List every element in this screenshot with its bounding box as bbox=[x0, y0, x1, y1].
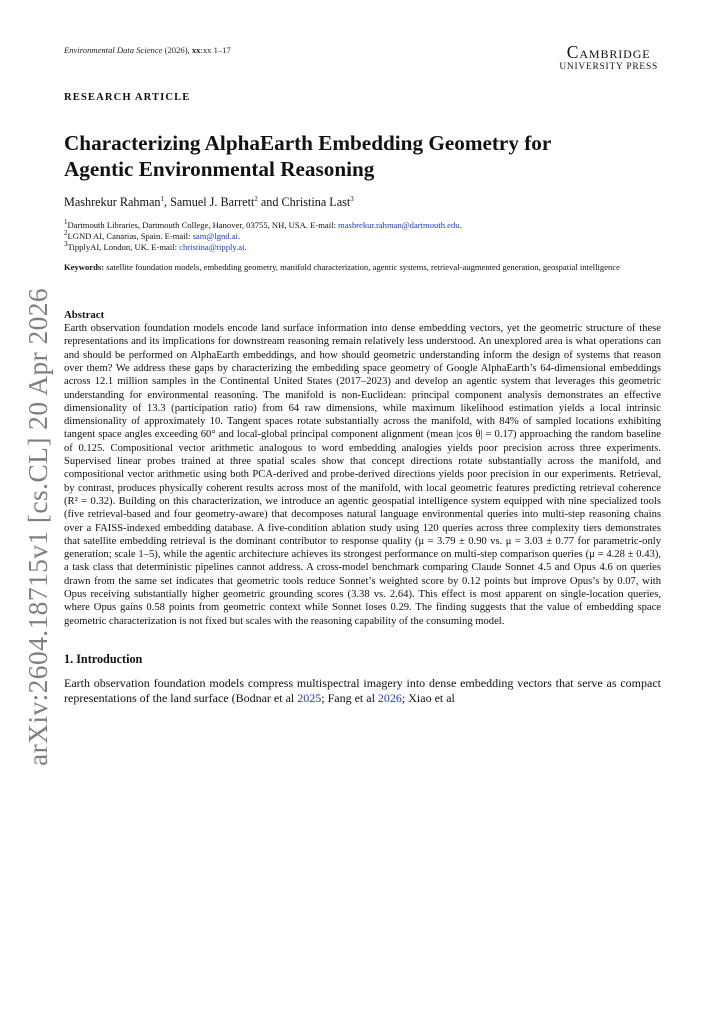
abstract-text: Earth observation foundation models encode land surface information into dense embedding vectors, yet the geometric structure of these representations and its implications for downstream reasoning remain relatively less understood. An unexplored area is what operations can and should be performed on AlphaEarth embeddings, and how should geometric understanding inform the design of systems that reason over them? We address these gaps by characterizing the embedding space geometry of Google AlphaEarth’s 64-dimensional embeddings across 12.1 million samples in the Continental United States (2017–2023) and develop an agentic system that leverages this geometric understanding for environmental reasoning. The manifold is non-Euclidean: principal component analysis demonstrates an effective dimensionality of 13.3 (participation ratio) from 64 raw dimensions, while maximum likelihood estimation yields a local intrinsic dimensionality of approximately 10. Tangent spaces rotate substantially across the manifold, with 84% of sampled locations exhibiting tangent space angles exceeding 60° and local-global principal component alignment (mean |cos θ| = 0.17) approaching the random baseline of 0.125. Compositional vector arithmetic analogous to word embedding analogies yields poor precision across three experiments. Supervised linear probes trained at three spatial scales show that concept directions rotate substantially across the manifold, and compositional vector arithmetic using both PCA-derived and probe-derived directions yields poor precision in our experiments. Retrieval, by contrast, produces physically coherent results across most of the manifold, with local geometric features predicting retrieval coherence (R² = 0.32). Building on this characterization, we introduce an agentic geospatial intelligence system equipped with nine specialized tools (five retrieval-based and four geometry-aware) that decomposes natural language environmental queries into multi-step reasoning chains over a FAISS-indexed embedding database. A five-condition ablation study using 120 queries across three complexity tiers demonstrates that satellite embedding retrieval is the dominant contributor to response quality (μ = 3.79 ± 0.90 vs. μ = 3.03 ± 0.77 for parametric-only generation; scale 1–5), while the agentic architecture achieves its strongest performance on multi-step comparison queries (μ = 4.28 ± 0.43), a task class that deterministic pipelines cannot address. A cross-model benchmark comparing Claude Sonnet 4.5 and Opus 4.6 on queries drawn from the same set indicates that geometric tools reduce Sonnet’s weighted score by 0.12 points but improve Opus’s by 0.07, with Opus receiving substantially higher geometric grounding scores (3.38 vs. 2.64). This effect is most apparent on single-location queries, where Opus gains 0.58 points from geometric context while Sonnet loses 0.29. The finding suggests that the value of embedding space geometric characterization is not fixed but scales with the reasoning capability of the consuming model. bbox=[64, 323, 661, 627]
affiliation-mark: 3 bbox=[64, 240, 68, 249]
affiliation-text: TipplyAI, London, UK. E-mail: bbox=[67, 242, 180, 253]
author-affil-mark: 3 bbox=[350, 194, 354, 203]
publisher-name: Cambridge bbox=[566, 42, 651, 62]
author-affil-mark: 1 bbox=[160, 194, 164, 203]
affiliation-end: . bbox=[244, 242, 247, 253]
affiliation-text: LGND AI, Canarias, Spain. E-mail: bbox=[67, 231, 193, 242]
journal-pages: :xx 1–17 bbox=[200, 45, 231, 55]
journal-volume: xx bbox=[191, 45, 201, 55]
keywords-text: satellite foundation models, embedding geometry, manifold characterization, agentic systems, retrieval-augmented generation, geospatial intelligence bbox=[106, 261, 620, 272]
paper-title bbox=[64, 130, 661, 182]
citation-link[interactable]: 2026 bbox=[377, 691, 402, 706]
author-name: Mashrekur Rahman bbox=[64, 195, 161, 209]
section-heading: 1. Introduction bbox=[64, 651, 143, 666]
journal-header bbox=[64, 45, 231, 55]
email-link[interactable]: christina@tipply.ai bbox=[179, 242, 245, 253]
title-line-1: Characterizing AlphaEarth Embedding Geometry for bbox=[64, 131, 552, 155]
intro-text: Earth observation foundation models compress multispectral imagery into dense embedding vectors that serve as compact representations of the land surface (Bodnar et al bbox=[64, 675, 661, 706]
journal-year: (2026), bbox=[164, 45, 190, 55]
author-list bbox=[64, 195, 661, 210]
affiliation-end: . bbox=[237, 231, 241, 242]
intro-text: ; Fang et al bbox=[321, 691, 378, 706]
email-link[interactable]: mashrekur.rahman@dartmouth.edu bbox=[338, 220, 460, 230]
arxiv-stamp: arXiv:2604.18715v1 [cs.CL] 20 Apr 2026 bbox=[22, 287, 53, 766]
affiliations bbox=[64, 220, 661, 254]
keywords bbox=[64, 262, 661, 274]
article-type: RESEARCH ARTICLE bbox=[64, 92, 191, 103]
abstract-heading: Abstract bbox=[64, 309, 105, 322]
publisher-logo bbox=[559, 44, 658, 72]
affiliation-mark: 1 bbox=[64, 218, 68, 227]
affiliation-text: Dartmouth Libraries, Dartmouth College, Hanover, 03755, NH, USA. E-mail: bbox=[67, 220, 339, 230]
intro-paragraph bbox=[64, 676, 661, 707]
title-line-2: Agentic Environmental Reasoning bbox=[64, 157, 375, 181]
citation-link[interactable]: 2025 bbox=[297, 691, 322, 706]
email-link[interactable]: sam@lgnd.ai bbox=[192, 231, 238, 242]
author-name: Samuel J. Barrett bbox=[170, 195, 255, 209]
author-separator: and bbox=[257, 195, 282, 209]
keywords-label: Keywords: bbox=[64, 261, 105, 272]
author-affil-mark: 2 bbox=[254, 194, 258, 203]
author-separator: , bbox=[163, 195, 171, 209]
publisher-subtitle: UNIVERSITY PRESS bbox=[559, 61, 658, 72]
journal-name: Environmental Data Science bbox=[64, 45, 163, 55]
affiliation-mark: 2 bbox=[64, 229, 68, 238]
paper-body bbox=[64, 130, 661, 707]
intro-text: ; Xiao et al bbox=[401, 691, 455, 706]
affiliation-item bbox=[64, 220, 661, 231]
author-name: Christina Last bbox=[281, 195, 351, 209]
affiliation-item bbox=[64, 231, 661, 242]
affiliation-end: . bbox=[459, 220, 462, 230]
affiliation-item bbox=[64, 242, 661, 253]
